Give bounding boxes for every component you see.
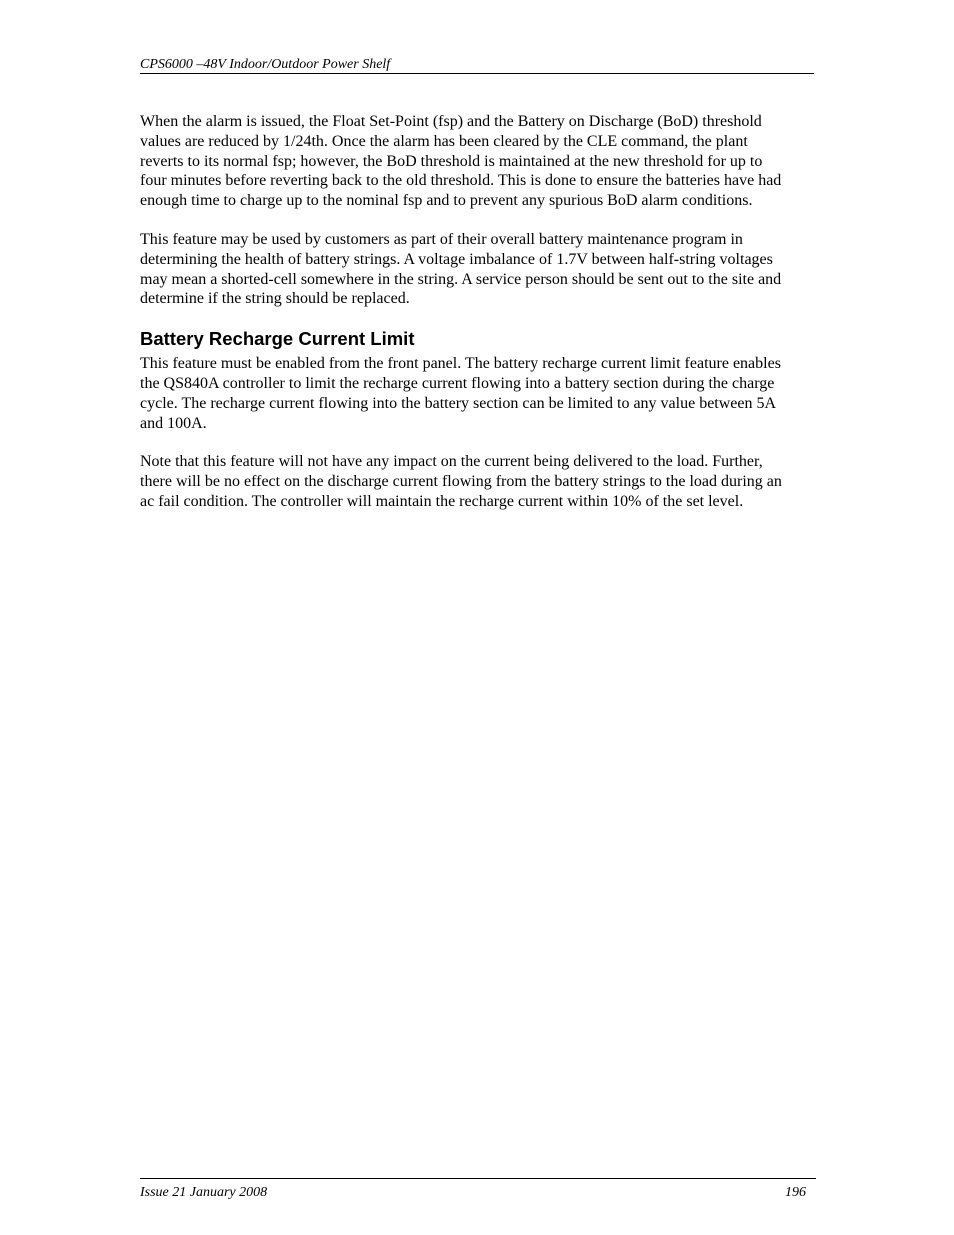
- paragraph-load-note: Note that this feature will not have any impact on the current being delivered to the load. Further, there will be no effect on the discharge current flowing from the battery strings to the load during an ac fail condition. The controller will maintain the recharge current within 10% of the set level.: [140, 453, 782, 510]
- page-header: [140, 55, 814, 74]
- paragraph-recharge-limit: This feature must be enabled from the front panel. The battery recharge current limit feature enables the QS840A controller to limit the recharge current flowing into a battery section during the charge cycle. The recharge current flowing into the battery section can be limited to any value between 5A and 100A.: [140, 355, 781, 432]
- running-title: CPS6000 –48V Indoor/Outdoor Power Shelf: [140, 57, 391, 72]
- section-heading: Battery Recharge Current Limit: [140, 328, 415, 350]
- page-number: 196: [785, 1185, 806, 1200]
- page-footer: [140, 1178, 816, 1203]
- paragraph-alarm-thresholds: When the alarm is issued, the Float Set-Point (fsp) and the Battery on Discharge (BoD) threshold values are reduced by 1/24th. Once the alarm has been cleared by the CLE command, the plant reverts to its normal fsp; however, the BoD threshold is maintained at the new threshold for up to four minutes before reverting back to the old threshold. This is done to ensure the batteries have had enough time to charge up to the nominal fsp and to prevent any spurious BoD alarm conditions.: [140, 113, 782, 210]
- paragraph-battery-maintenance: This feature may be used by customers as part of their overall battery maintenance program in determining the health of battery strings. A voltage imbalance of 1.7V between half-string voltages may mean a shorted-cell somewhere in the string. A service person should be sent out to the site and determine if the string should be replaced.: [140, 230, 782, 308]
- document-body: [140, 112, 790, 531]
- issue-date: Issue 21 January 2008: [140, 1185, 268, 1200]
